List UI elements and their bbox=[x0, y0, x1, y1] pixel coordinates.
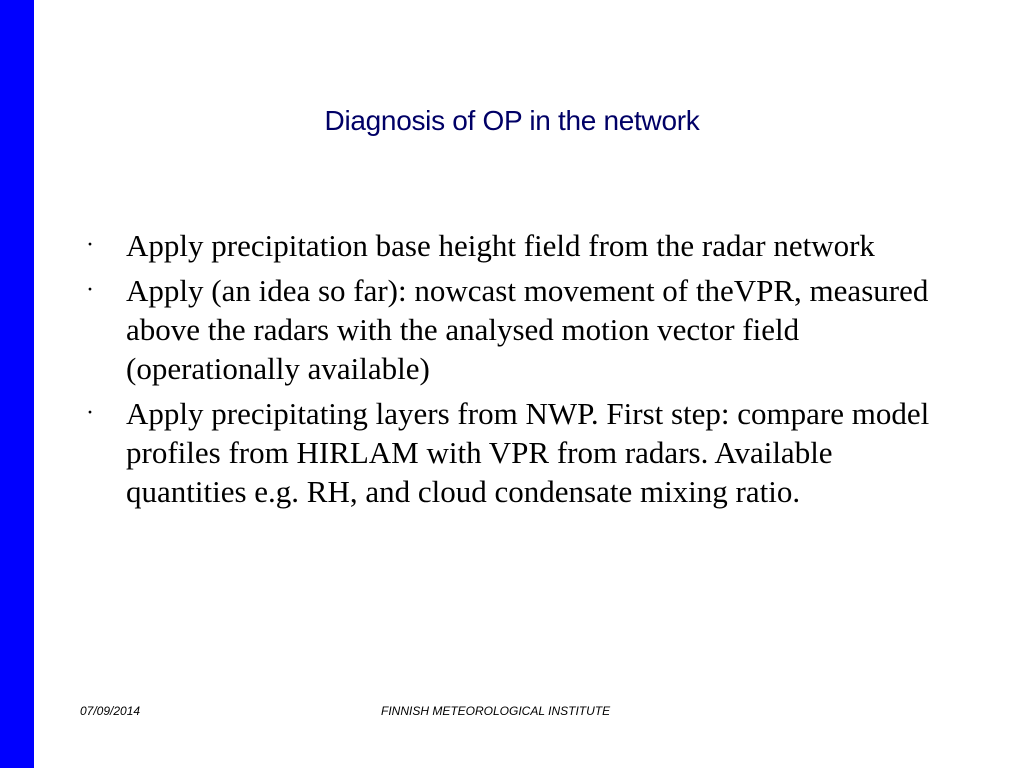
bullet-text: Apply (an idea so far): nowcast movement of theVPR, measured above the radars with the analysed motion vector field (operationally available) bbox=[126, 273, 929, 386]
footer-organization: FINNISH METEOROLOGICAL INSTITUTE bbox=[381, 704, 611, 718]
bullet-item bbox=[84, 226, 944, 265]
bullet-text: Apply precipitation base height field from the radar network bbox=[126, 228, 875, 263]
side-accent-bar bbox=[0, 0, 34, 768]
bullet-list bbox=[84, 226, 944, 517]
footer-date: 07/09/2014 bbox=[80, 704, 141, 718]
bullet-item bbox=[84, 394, 944, 511]
bullet-item bbox=[84, 271, 944, 388]
bullet-dot-icon: · bbox=[86, 277, 94, 303]
bullet-text: Apply precipitating layers from NWP. First step: compare model profiles from HIRLAM with VPR from radars. Available quantities e.g. RH, and cloud condensate mixing ratio. bbox=[126, 396, 930, 509]
bullet-dot-icon: · bbox=[86, 400, 94, 426]
slide-title: Diagnosis of OP in the network bbox=[324, 105, 700, 136]
bullet-dot-icon: · bbox=[86, 232, 94, 258]
